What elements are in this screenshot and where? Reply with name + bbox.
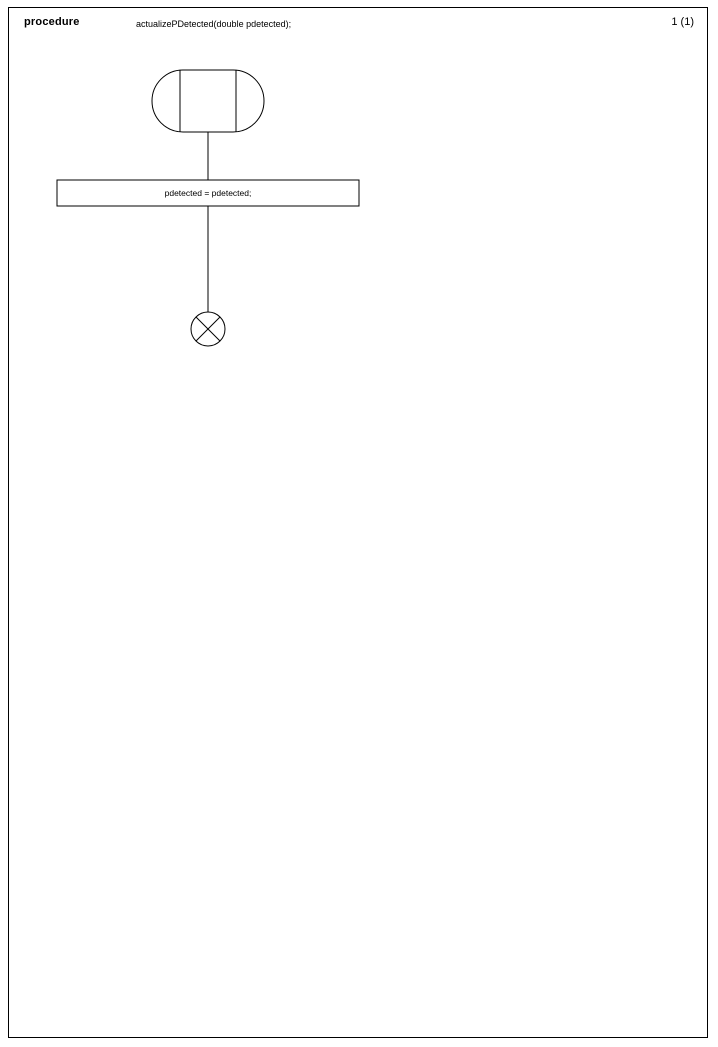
page-number: 1 (1) (671, 16, 694, 28)
procedure-start-outline (152, 70, 264, 132)
return-symbol[interactable] (191, 312, 225, 346)
procedure-signature: actualizePDetected(double pdetected); (136, 19, 292, 29)
task-label: pdetected = pdetected; (164, 188, 252, 198)
procedure-start-symbol[interactable] (152, 70, 264, 132)
task-symbol[interactable] (57, 180, 359, 206)
diagram-kind-label: procedure (24, 16, 80, 28)
